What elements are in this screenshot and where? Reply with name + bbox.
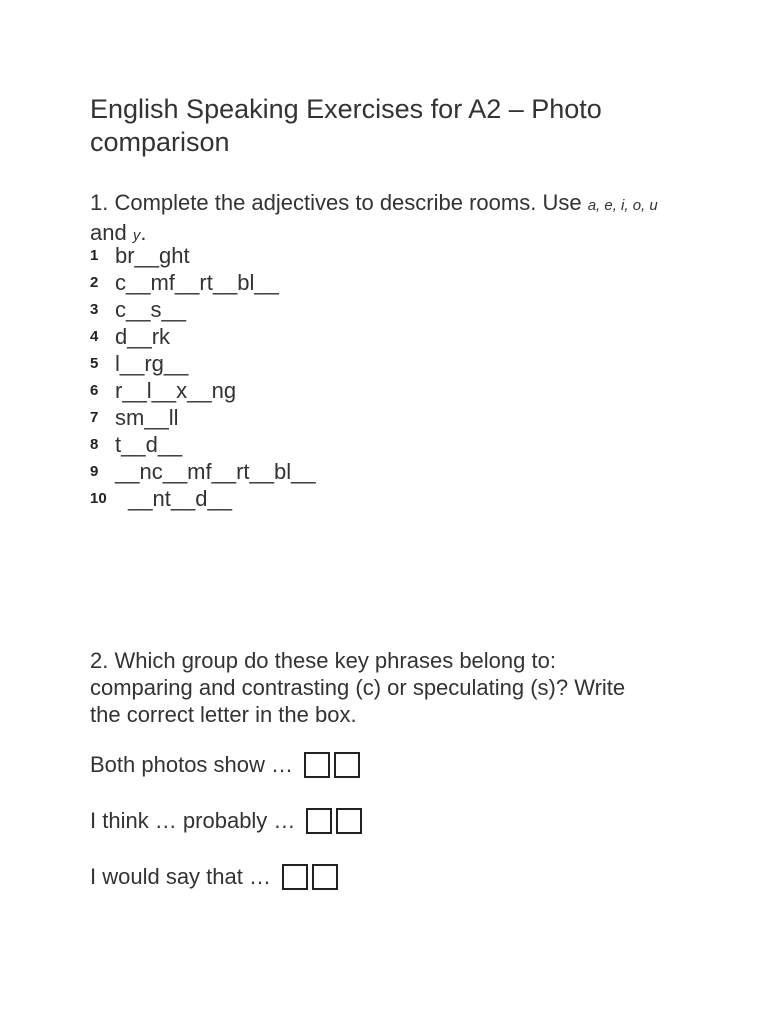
period: . xyxy=(140,220,147,245)
answer-box[interactable] xyxy=(312,864,338,890)
answer-box[interactable] xyxy=(334,752,360,778)
page-title: English Speaking Exercises for A2 – Photo comparison xyxy=(90,94,602,157)
item-number: 1 xyxy=(90,247,99,264)
item-word: t__d__ xyxy=(115,431,183,457)
answer-box[interactable] xyxy=(282,864,308,890)
vowels-list: a, e, i, o, u xyxy=(587,197,658,214)
item-number: 3 xyxy=(90,301,99,318)
phrase-row xyxy=(90,749,364,781)
list-item xyxy=(90,350,316,377)
item-number: 8 xyxy=(90,436,99,453)
item-word: c__mf__rt__bl__ xyxy=(115,269,279,295)
list-item xyxy=(90,458,316,485)
answer-box[interactable] xyxy=(336,808,362,834)
exercise-1-instructions xyxy=(90,189,670,249)
list-item xyxy=(90,377,316,404)
list-item xyxy=(90,323,316,350)
item-word: r__l__x__ng xyxy=(115,377,237,403)
item-number: 2 xyxy=(90,274,99,291)
list-item xyxy=(90,404,316,431)
item-number: 7 xyxy=(90,409,99,426)
item-word: br__ght xyxy=(115,242,190,268)
item-number: 4 xyxy=(90,328,99,345)
exercise-2-instructions: 2. Which group do these key phrases belong to: comparing and contrasting (c) or speculating (s)? Write the correct letter in the box. xyxy=(90,648,626,727)
adjective-list xyxy=(90,242,316,512)
instructions-text: 1. Complete the adjectives to describe rooms. Use xyxy=(90,190,588,215)
item-word: sm__ll xyxy=(115,404,179,430)
item-word: l__rg__ xyxy=(115,350,189,376)
item-word: c__s__ xyxy=(115,296,186,322)
list-item xyxy=(90,269,316,296)
vowel-y: y xyxy=(132,227,141,244)
item-number: 10 xyxy=(90,490,107,507)
and-text: and xyxy=(90,220,133,245)
item-word: __nt__d__ xyxy=(128,485,232,511)
answer-box[interactable] xyxy=(304,752,330,778)
item-number: 9 xyxy=(90,463,99,480)
item-word: __nc__mf__rt__bl__ xyxy=(115,458,316,484)
list-item xyxy=(90,431,316,458)
phrase-row xyxy=(90,805,366,837)
phrase-text: I would say that … xyxy=(90,864,271,889)
list-item xyxy=(90,242,316,269)
item-number: 6 xyxy=(90,382,99,399)
answer-box[interactable] xyxy=(306,808,332,834)
phrase-text: Both photos show … xyxy=(90,752,294,777)
list-item xyxy=(90,296,316,323)
item-number: 5 xyxy=(90,355,99,372)
list-item xyxy=(90,485,316,512)
item-word: d__rk xyxy=(115,323,171,349)
phrase-row xyxy=(90,861,342,893)
phrase-text: I think … probably … xyxy=(90,808,296,833)
